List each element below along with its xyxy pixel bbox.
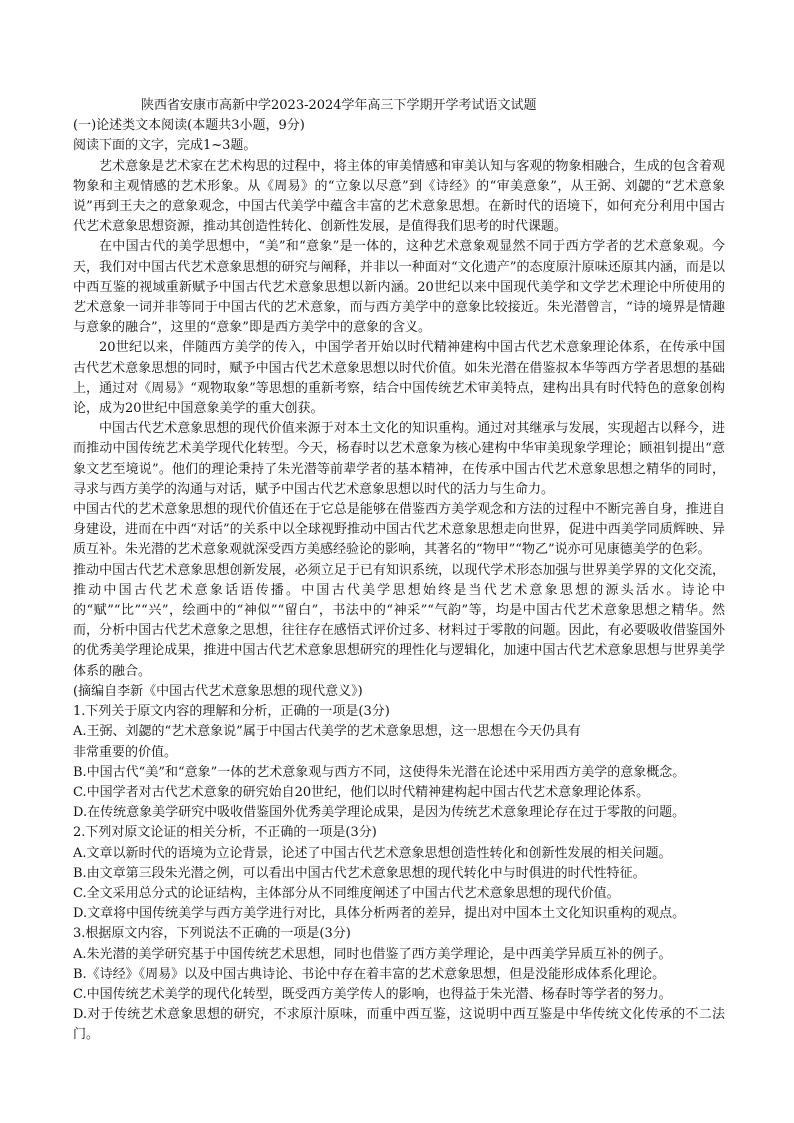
- article-paragraph: 推动中国古代艺术意象思想创新发展，必须立足于已有知识系统，以现代学术形态加强与世界美学界的文化交流，推动中国古代艺术意象话语传播。中国古代美学思想始终是当代艺术意象思想的源头活水。诗论中的“赋”“比”“兴”，绘画中的“神似”“留白”，书法中的“神采”“气韵”等，均是中国古代艺术意象思想之精华。然而，分析中国古代艺术意象之思想，往往存在感悟式评价过多、材料过于零散的问题。因此，有必要吸收借鉴国外的优秀美学理论成果，推进中国古代艺术意象思想研究的理性化与逻辑化，加速中国古代艺术意象思想与世界美学体系的融合。: [73, 562, 725, 679]
- answer-option: A.王弼、刘勰的“艺术意象说”属于中国古代美学的艺术意象思想，这一思想在今天仍具有: [73, 724, 581, 740]
- reading-instruction: 阅读下面的文字，完成1~3题。: [73, 138, 257, 154]
- article-paragraph: 中国古代艺术意象思想的现代价值来源于对本土文化的知识重构。通过对其继承与发展，实现超古以释今，进而推动中国传统艺术美学现代化转型。今天，杨春时以艺术意象为核心建构中华审美现象学理论；顾祖钊提出“意象文艺至境说”。他们的理论秉持了朱光潜等前辈学者的基本精神，在传承中国古代艺术意象思想之精华的同时，寻求与西方美学的沟通与对话，赋予中国古代艺术意象思想以时代的活力与生命力。: [73, 421, 725, 497]
- answer-option: A.朱光潜的美学研究基于中国传统艺术思想，同时也借鉴了西方美学理论，是中西美学异质互补的例子。: [73, 946, 672, 962]
- article-source: (摘编自李新《中国古代艺术意象思想的现代意义》): [73, 683, 363, 699]
- question-stem: 3.根据原文内容，下列说法不正确的一项是(3分): [73, 926, 351, 942]
- answer-option-continuation: 非常重要的价值。: [73, 744, 178, 760]
- answer-option: D.对于传统艺术意象思想的研究，不求原汁原味，而重中西互鉴，这说明中西互鉴是中华传统文化传承的不二法门。: [73, 1007, 725, 1043]
- article-paragraph: 中国古代的艺术意象思想的现代价值还在于它总是能够在借鉴西方美学观念和方法的过程中不断完善自身，推进自身建设，进而在中西“对话”的关系中以全球视野推动中国古代艺术意象思想走向世界，促进中西美学同质辉映、异质互补。朱光潜的艺术意象观就深受西方美感经验论的影响，其著名的“物甲”“物乙”说亦可见康德美学的色彩。: [73, 502, 725, 558]
- article-paragraph: 20世纪以来，伴随西方美学的传入，中国学者开始以时代精神建构中国古代艺术意象理论体系，在传承中国古代艺术意象思想的同时，赋予中国古代艺术意象思想以时代价值。如朱光潜在借鉴叔本华等西方学者思想的基础上，通过对《周易》“观物取象”等思想的重新考察，结合中国传统艺术审美特点，建构出具有时代特色的意象创构论，成为20世纪中国意象美学的重大创获。: [73, 340, 725, 417]
- answer-option: B.中国古代“美”和“意象”一体的艺术意象观与西方不同，这使得朱光潜在论述中采用西方美学的意象概念。: [73, 764, 686, 780]
- document-body: [73, 96, 725, 1046]
- question-stem: 2.下列对原文论证的相关分析，不正确的一项是(3分): [73, 825, 377, 841]
- section-heading: (一)论述类文本阅读(本题共3小题，9分): [73, 118, 305, 134]
- article-paragraph: 艺术意象是艺术家在艺术构思的过程中，将主体的审美情感和审美认知与客观的物象相融合，生成的包含着观物象和主观情感的艺术形象。从《周易》的“立象以尽意”到《诗经》的“审美意象”，从王弼、刘勰的“艺术意象说”再到王夫之的意象观念，中国古代美学中蕴含丰富的艺术意象思想。在新时代的语境下，如何充分利用中国古代艺术意象思想资源，推动其创造性转化、创新性发展，是值得我们思考的时代课题。: [73, 158, 725, 235]
- article-paragraph: 在中国古代的美学思想中，“美”和“意象”是一体的，这种艺术意象观显然不同于西方学者的艺术意象观。今天，我们对中国古代艺术意象思想的研究与阐释，并非以一种面对“文化遗产”的态度原汁原味还原其内涵，而是以中西互鉴的视域重新赋予中国古代艺术意象思想以新内涵。20世纪以来中国现代美学和文学艺术理论中所使用的艺术意象一词并非等同于中国古代的艺术意象，而与西方美学中的意象比较接近。朱光潜曾言，“诗的境界是情趣与意象的融合”，这里的“意象”即是西方美学中的意象的含义。: [73, 239, 725, 336]
- answer-option: C.全文采用总分式的论证结构，主体部分从不同维度阐述了中国古代艺术意象思想的现代价值。: [73, 885, 620, 901]
- answer-option: C.中国学者对古代艺术意象的研究始自20世纪，他们以时代精神建构起中国古代艺术意象理论体系。: [73, 784, 650, 800]
- answer-option: D.文章将中国传统美学与西方美学进行对比，具体分析两者的差异，提出对中国本土文化知识重构的观点。: [73, 906, 686, 922]
- page-title: 陕西省安康市高新中学2023-2024学年高三下学期开学考试语文试题: [141, 98, 537, 113]
- answer-option: A.文章以新时代的语境为立论背景，论述了中国古代艺术意象思想创造性转化和创新性发展的相关问题。: [73, 845, 672, 861]
- answer-option: D.在传统意象美学研究中吸收借鉴国外优秀美学理论成果，是因为传统艺术意象理论存在过于零散的问题。: [73, 805, 686, 821]
- question-stem: 1.下列关于原文内容的理解和分析，正确的一项是(3分): [73, 704, 390, 720]
- answer-option: B.《诗经》《周易》以及中国古典诗论、书论中存在着丰富的艺术意象思想，但是没能形成体系化理论。: [73, 966, 666, 982]
- answer-option: B.由文章第三段朱光潜之例，可以看出中国古代艺术意象思想的现代转化中与时俱进的时代性特征。: [73, 865, 646, 881]
- answer-option: C.中国传统艺术美学的现代化转型，既受西方美学传人的影响，也得益于朱光潜、杨春时等学者的努力。: [73, 986, 672, 1002]
